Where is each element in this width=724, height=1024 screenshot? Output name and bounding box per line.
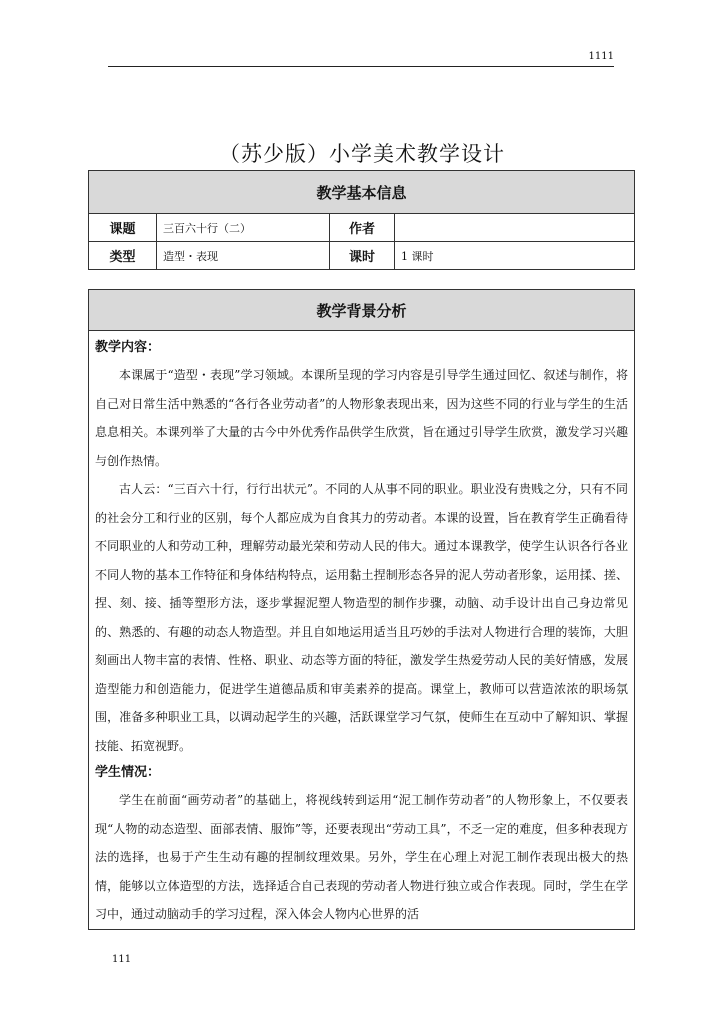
content-paragraph-1: 本课属于“造型・表现”学习领域。本课所呈现的学习内容是引导学生通过回忆、叙述与制作，将自己对日常生活中熟悉的“各行各业劳动者”的人物形象表现出来，因为这些不同的行业与学生的生活息息相关。本课列举了大量的古今中外优秀作品供学生欣赏，旨在通过引导学生欣赏，激发学习兴趣与创作热情。 xyxy=(95,368,628,468)
content-paragraph-2: 古人云：“三百六十行，行行出状元”。不同的人从事不同的职业。职业没有贵贱之分，只有不同的社会分工和行业的区别，每个人都应成为自食其力的劳动者。本课的设置，旨在教育学生正确看待不同职业的人和劳动工种，理解劳动最光荣和劳动人民的伟大。通过本课教学，使学生认识各行各业不同人物的基本工作特征和身体结构特点，运用黏土捏制形态各异的泥人劳动者形象，运用揉、搓、捏、刻、接、插等塑形方法，逐步掌握泥塑人物造型的制作步骤，动脑、动手设计出自己身边常见的、熟悉的、有趣的动态人物造型。并且自如地运用适当且巧妙的手法对人物进行合理的装饰，大胆刻画出人物丰富的表情、性格、职业、动态等方面的特征，激发学生热爱劳动人民的美好情感，发展造型能力和创造能力，促进学生道德品质和审美素养的提高。课堂上，教师可以营造浓浓的职场氛围，准备多种职业工具，以调动起学生的兴趣，活跃课堂学习气氛，使师生在互动中了解知识、掌握技能、拓宽视野。 xyxy=(95,482,628,753)
document-title: （苏少版）小学美术教学设计 xyxy=(219,142,505,166)
footer-page-number: 111 xyxy=(112,954,132,965)
label-type: 类型 xyxy=(89,242,157,270)
header-page-code: 1111 xyxy=(588,51,614,62)
value-author xyxy=(395,214,635,242)
background-content xyxy=(89,331,635,930)
label-author: 作者 xyxy=(330,214,395,242)
header-rule xyxy=(108,66,614,67)
background-table xyxy=(88,289,635,930)
label-topic: 课题 xyxy=(89,214,157,242)
content-title: 教学内容： xyxy=(95,340,161,355)
table-row xyxy=(89,242,635,270)
value-topic: 三百六十行（二） xyxy=(157,214,330,242)
value-type: 造型・表现 xyxy=(157,242,330,270)
basic-info-heading: 教学基本信息 xyxy=(89,171,635,214)
basic-info-table xyxy=(88,170,635,270)
value-hours: 1 课时 xyxy=(395,242,635,270)
student-title: 学生情况： xyxy=(95,765,161,780)
background-heading: 教学背景分析 xyxy=(89,290,635,331)
student-paragraph-1: 学生在前面“画劳动者”的基础上，将视线转到运用“泥工制作劳动者”的人物形象上，不仅要表现“人物的动态造型、面部表情、服饰”等，还要表现出“劳动工具”，不乏一定的难度，但多种表现方法的选择，也易于产生生动有趣的捏制纹理效果。另外，学生在心理上对泥工制作表现出极大的热情，能够以立体造型的方法，选择适合自己表现的劳动者人物进行独立或合作表现。同时，学生在学习中，通过动脑动手的学习过程，深入体会人物内心世界的活 xyxy=(95,793,628,921)
table-row xyxy=(89,214,635,242)
label-hours: 课时 xyxy=(330,242,395,270)
